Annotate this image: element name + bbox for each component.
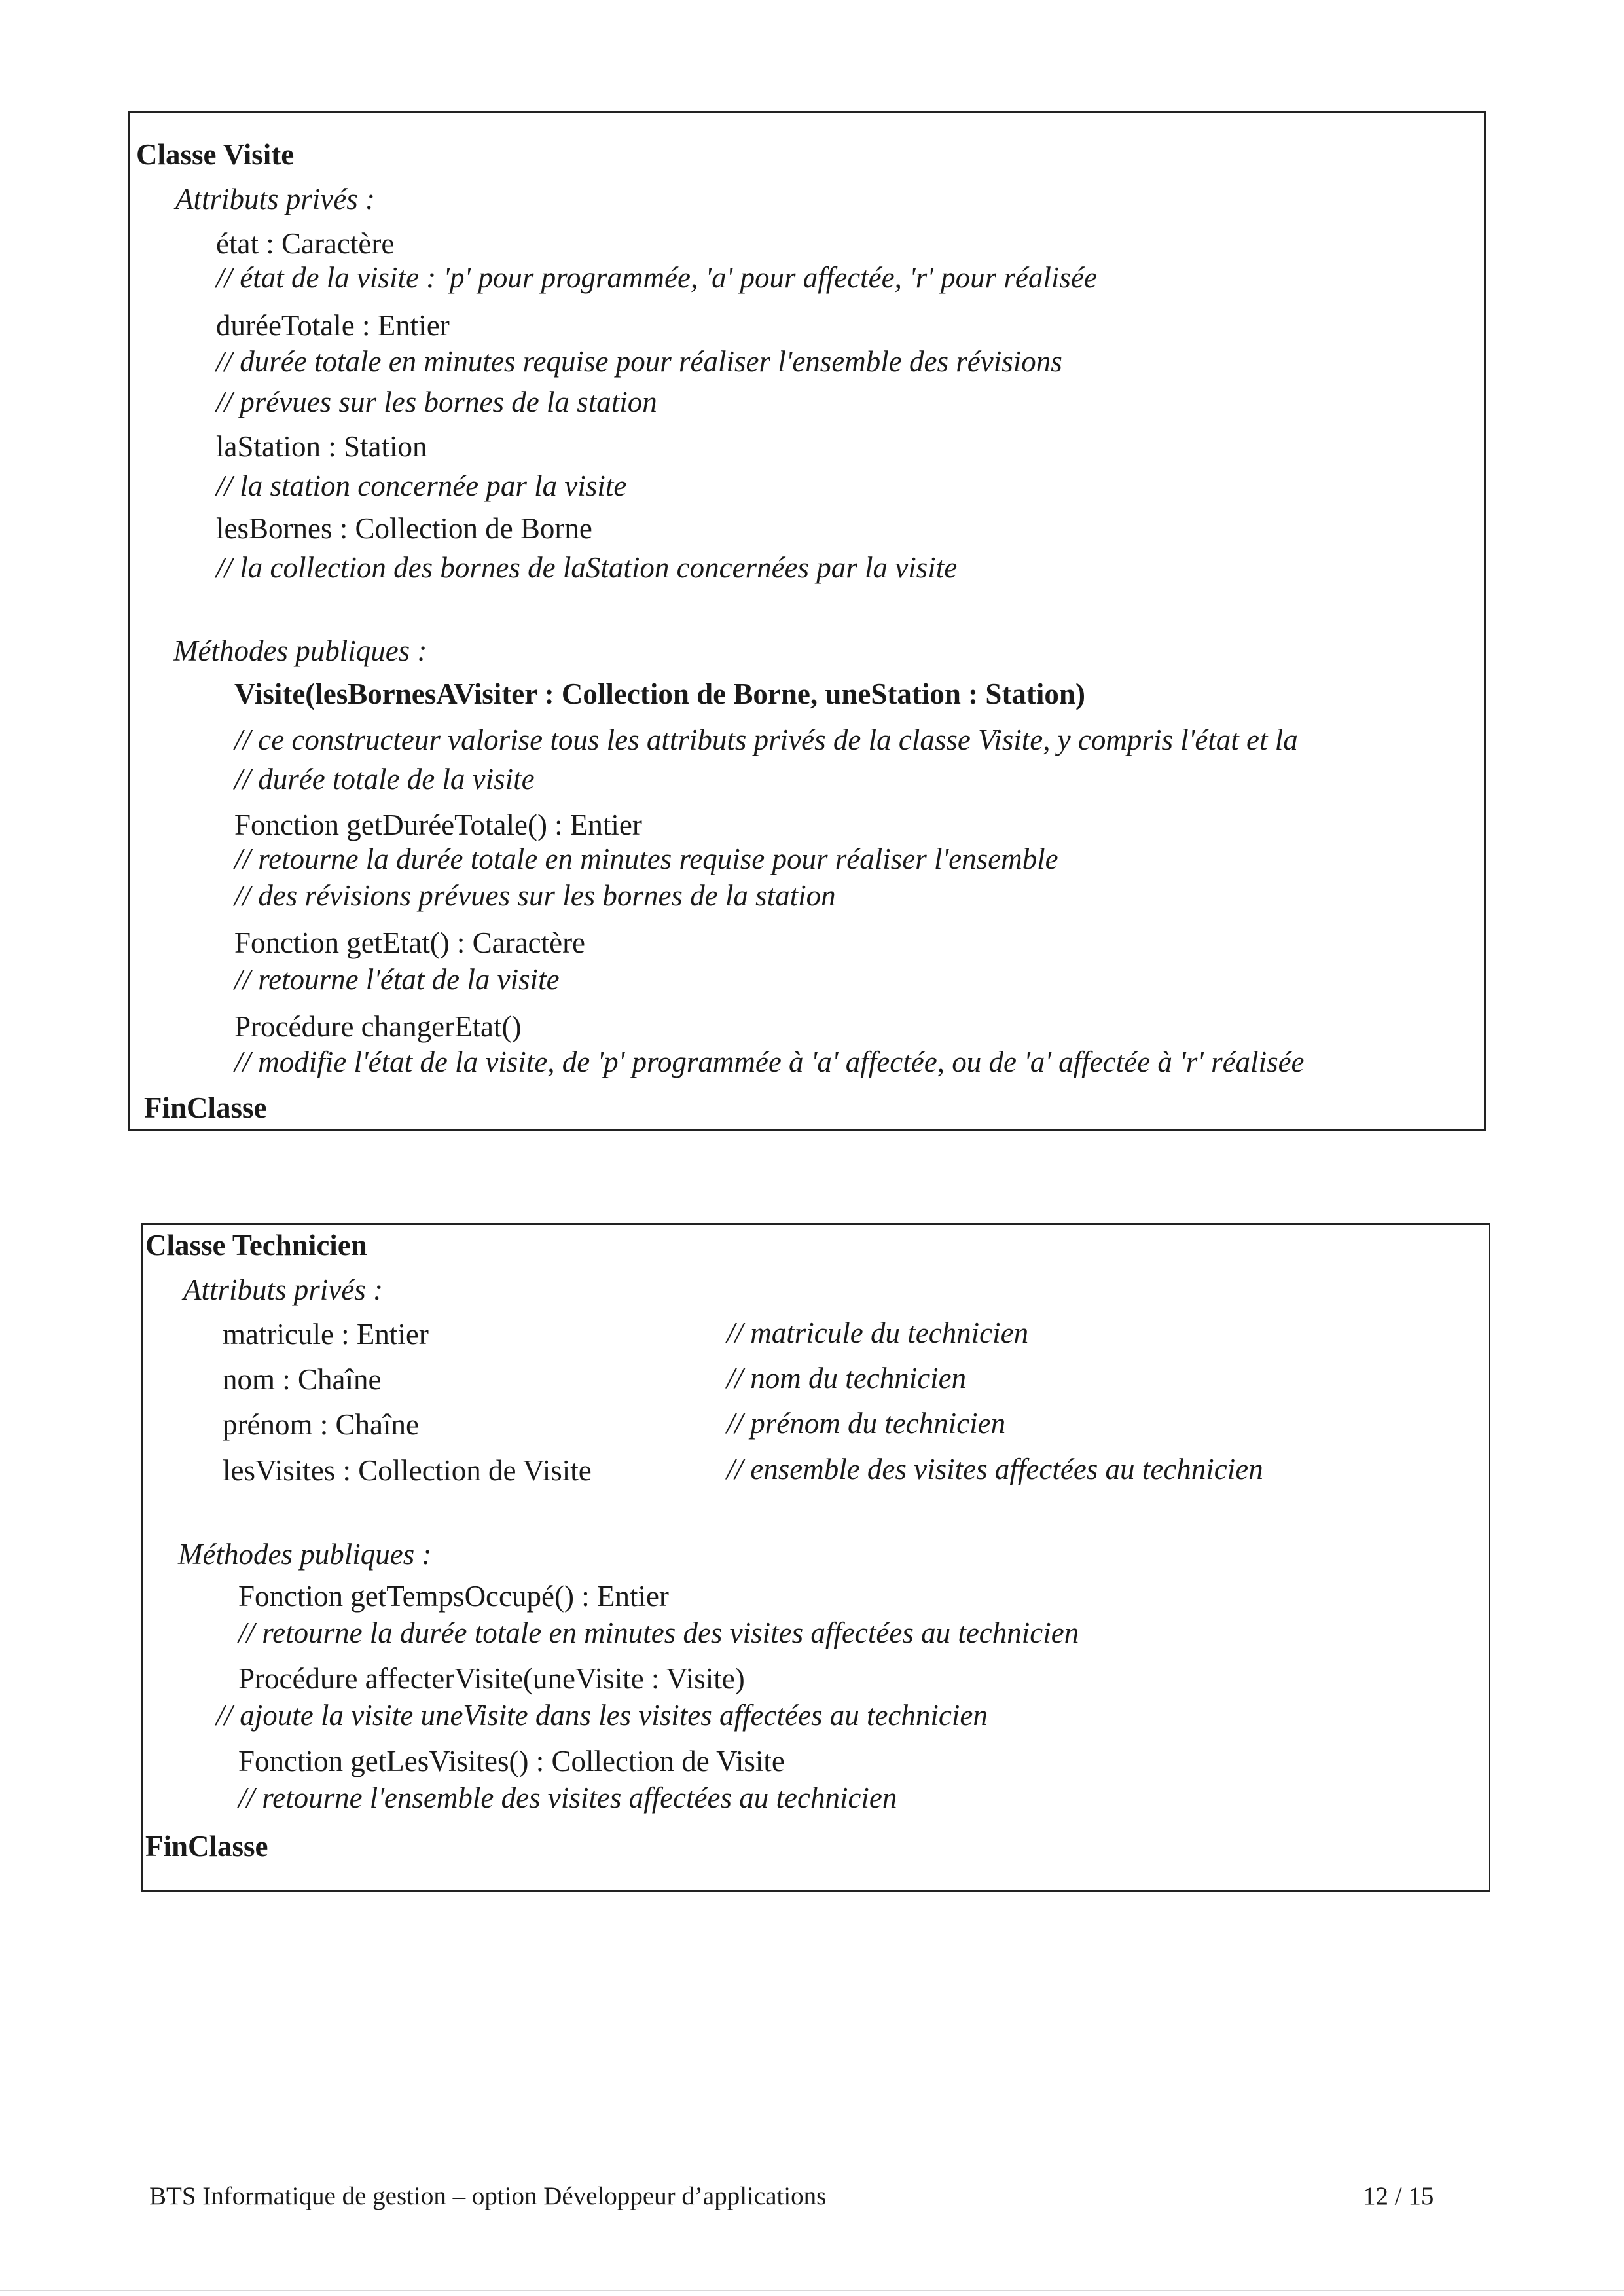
class-visite-title: Classe Visite — [136, 138, 295, 171]
visite-method-getetat: Fonction getEtat() : Caractère — [234, 926, 586, 959]
visite-method-getdureetotale-comment-2: // des révisions prévues sur les bornes de la station — [234, 879, 836, 912]
technicien-method-getlesvisites-comment: // retourne l'ensemble des visites affectées au technicien — [238, 1781, 897, 1814]
visite-method-changeretat: Procédure changerEtat() — [234, 1010, 522, 1043]
technicien-method-gettempsoccupe: Fonction getTempsOccupé() : Entier — [238, 1580, 669, 1613]
visite-attr-lesbornes: lesBornes : Collection de Borne — [216, 512, 592, 545]
footer-course-title: BTS Informatique de gestion – option Développeur d’applications — [149, 2182, 827, 2210]
visite-method-getdureetotale: Fonction getDuréeTotale() : Entier — [234, 809, 642, 841]
technicien-attr-matricule-comment: // matricule du technicien — [727, 1317, 1029, 1349]
technicien-methods-header: Méthodes publiques : — [178, 1538, 432, 1571]
technicien-attr-nom-comment: // nom du technicien — [727, 1362, 967, 1394]
class-technicien-title: Classe Technicien — [145, 1229, 367, 1262]
footer-page-number: 12 / 15 — [1363, 2182, 1434, 2210]
technicien-attr-prenom: prénom : Chaîne — [223, 1408, 419, 1441]
technicien-method-affectervisite-comment: // ajoute la visite uneVisite dans les visites affectées au technicien — [216, 1699, 988, 1732]
technicien-attr-lesvisites-comment: // ensemble des visites affectées au technicien — [727, 1453, 1263, 1485]
technicien-method-affectervisite: Procédure affecterVisite(uneVisite : Visite) — [238, 1662, 745, 1695]
technicien-method-getlesvisites: Fonction getLesVisites() : Collection de Visite — [238, 1745, 785, 1777]
visite-attr-lastation: laStation : Station — [216, 430, 427, 463]
technicien-attr-matricule: matricule : Entier — [223, 1318, 429, 1351]
visite-finclasse: FinClasse — [144, 1091, 267, 1124]
visite-attr-dureetotale: duréeTotale : Entier — [216, 309, 450, 342]
technicien-attr-lesvisites: lesVisites : Collection de Visite — [223, 1454, 592, 1487]
visite-methods-header: Méthodes publiques : — [173, 634, 427, 667]
technicien-method-gettempsoccupe-comment: // retourne la durée totale en minutes des visites affectées au technicien — [238, 1616, 1079, 1649]
technicien-attributes-header: Attributs privés : — [183, 1273, 383, 1306]
technicien-finclasse: FinClasse — [145, 1830, 268, 1863]
visite-attributes-header: Attributs privés : — [175, 183, 375, 215]
visite-attr-dureetotale-comment-1: // durée totale en minutes requise pour réaliser l'ensemble des révisions — [216, 345, 1062, 378]
visite-attr-lastation-comment: // la station concernée par la visite — [216, 469, 627, 502]
visite-method-changeretat-comment: // modifie l'état de la visite, de 'p' programmée à 'a' affectée, ou de 'a' affectée à 'r' réalisée — [234, 1046, 1305, 1078]
visite-method-getdureetotale-comment-1: // retourne la durée totale en minutes requise pour réaliser l'ensemble — [234, 843, 1058, 875]
visite-method-getetat-comment: // retourne l'état de la visite — [234, 963, 560, 996]
visite-attr-dureetotale-comment-2: // prévues sur les bornes de la station — [216, 386, 657, 418]
visite-method-constructor-comment-1: // ce constructeur valorise tous les attributs privés de la classe Visite, y compris l'état et la — [234, 723, 1298, 756]
visite-attr-lesbornes-comment: // la collection des bornes de laStation concernées par la visite — [216, 551, 958, 584]
page-bottom-rule — [0, 2290, 1624, 2291]
visite-method-constructor: Visite(lesBornesAVisiter : Collection de Borne, uneStation : Station) — [234, 678, 1085, 710]
technicien-attr-prenom-comment: // prénom du technicien — [727, 1407, 1006, 1440]
visite-attr-etat: état : Caractère — [216, 227, 395, 260]
visite-attr-etat-comment: // état de la visite : 'p' pour programmée, 'a' pour affectée, 'r' pour réalisée — [216, 261, 1097, 294]
visite-method-constructor-comment-2: // durée totale de la visite — [234, 763, 535, 795]
technicien-attr-nom: nom : Chaîne — [223, 1363, 382, 1396]
